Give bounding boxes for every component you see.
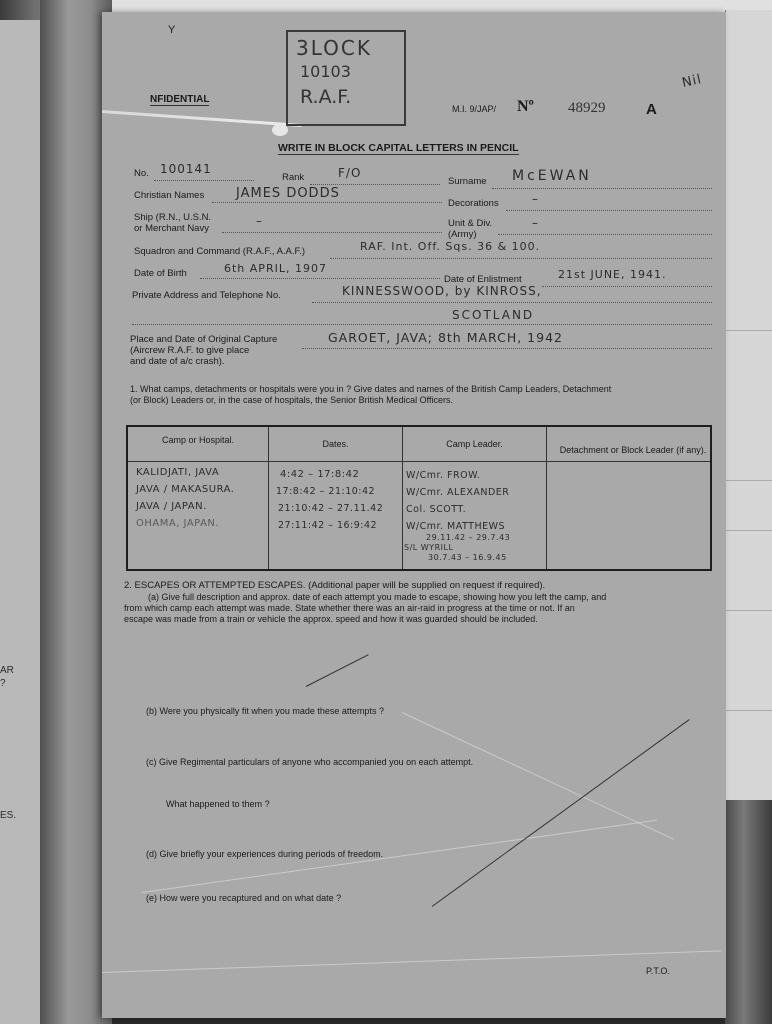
christian-names-label: Christian Names <box>134 190 205 201</box>
unit-label-2: (Army) <box>448 229 477 240</box>
form-suffix: A <box>646 101 657 118</box>
row-3-dates: 21:10:42 – 27.11.42 <box>278 503 384 514</box>
q1-text-line-1: 1. What camps, detachments or hospitals were you in ? Give dates and names of the British Camp Leaders, Detachment <box>130 384 612 394</box>
capture-value: GAROET, JAVA; 8th MARCH, 1942 <box>328 330 563 345</box>
form-number: 48929 <box>568 100 606 116</box>
ship-label-2: or Merchant Navy <box>134 223 209 234</box>
leader-extra-dates-2: 30.7.43 – 16.9.45 <box>428 553 507 562</box>
row-1-leader: W/Cmr. FROW. <box>406 470 481 481</box>
capture-label-2: (Aircrew R.A.F. to give place <box>130 345 250 356</box>
ship-value: – <box>256 214 263 228</box>
camps-table <box>126 425 712 571</box>
capture-label-1: Place and Date of Original Capture <box>130 334 278 345</box>
col-header-detachment: Detachment or Block Leader (if any). <box>559 445 707 455</box>
row-4-dates: 27:11:42 – 16:9:42 <box>278 520 378 531</box>
no-label: No. <box>134 168 149 179</box>
q2-title: 2. ESCAPES OR ATTEMPTED ESCAPES. (Additional paper will be supplied on request if required). <box>124 580 546 591</box>
confidential-label: NFIDENTIAL <box>150 94 210 105</box>
q2c-followup: What happened to them ? <box>166 799 270 809</box>
no-value: 100141 <box>160 162 212 176</box>
dob-value: 6th APRIL, 1907 <box>224 262 327 275</box>
unit-value: – <box>532 216 539 230</box>
q2a-line-3: escape was made from a train or vehicle the approx. speed and how it was guarded should be included. <box>124 614 538 624</box>
unit-label-1: Unit & Div. <box>448 218 493 229</box>
q2d: (d) Give briefly your experiences during periods of freedom. <box>146 849 384 859</box>
row-3-leader: Col. SCOTT. <box>406 504 467 515</box>
leader-extra-dates-1: 29.11.42 – 29.7.43 <box>426 533 511 542</box>
col-header-dates: Dates. <box>322 439 349 449</box>
row-3-camp: JAVA / JAPAN. <box>136 501 207 512</box>
stamp-line-1: 3LOCK <box>296 36 372 60</box>
q2e: (e) How were you recaptured and on what date ? <box>146 893 342 903</box>
right-backdrop <box>725 800 772 1024</box>
rank-label: Rank <box>282 172 305 183</box>
pto-label: P.T.O. <box>646 966 670 976</box>
right-page-edge <box>725 10 772 800</box>
row-1-dates: 4:42 – 17:8:42 <box>280 469 360 480</box>
stamp-line-3: R.A.F. <box>300 86 352 108</box>
q2c: (c) Give Regimental particulars of anyone who accompanied you on each attempt. <box>146 757 474 767</box>
leader-extra-name: S/L WYRILL <box>404 543 454 552</box>
col-header-leader: Camp Leader. <box>446 439 503 449</box>
decorations-label: Decorations <box>448 198 499 209</box>
nil-annotation: Nil <box>680 72 704 91</box>
instruction-heading: WRITE IN BLOCK CAPITAL LETTERS IN PENCIL <box>278 142 519 154</box>
stamp-line-2: 10103 <box>300 62 351 81</box>
row-1-camp: KALIDJATI, JAVA <box>136 467 220 478</box>
address-label: Private Address and Telephone No. <box>132 290 281 301</box>
tie-string <box>102 110 302 127</box>
row-4-leader: W/Cmr. MATTHEWS <box>406 521 506 532</box>
ship-label-1: Ship (R.N., U.S.N. <box>134 212 212 223</box>
ref-code: M.I. 9/JAP/ <box>452 104 497 114</box>
cross-out-line <box>432 719 690 907</box>
interrogation-form <box>102 12 726 1018</box>
col-header-camp: Camp or Hospital. <box>161 435 235 445</box>
dob-label: Date of Birth <box>134 268 187 279</box>
address-value-2: SCOTLAND <box>452 308 535 322</box>
squadron-label: Squadron and Command (R.A.F., A.A.F.) <box>134 246 306 257</box>
left-edge-fragment: ES. <box>0 810 17 821</box>
address-value-1: KINNESSWOOD, by KINROSS, <box>342 284 542 298</box>
surname-value: McEWAN <box>512 168 592 184</box>
decorations-value: – <box>532 192 539 206</box>
enlistment-value: 21st JUNE, 1941. <box>558 268 667 281</box>
capture-label-3: and date of a/c crash). <box>130 356 225 367</box>
block-stamp <box>286 30 406 126</box>
q1-text-line-2: (or Block) Leaders or, in the case of hospitals, the Senior British Medical Officers. <box>130 395 453 405</box>
row-4-camp: OHAMA, JAPAN. <box>136 518 220 529</box>
q2a-line-2: from which camp each attempt was made. State whether there was an air-raid in progress at the time or not. If an <box>124 603 575 613</box>
corner-mark: Y <box>168 24 176 36</box>
christian-names-value: JAMES DODDS <box>236 186 340 201</box>
surname-label: Surname <box>448 176 487 187</box>
number-label: Nº <box>517 98 534 115</box>
row-2-leader: W/Cmr. ALEXANDER <box>406 487 510 498</box>
rank-value: F/O <box>338 166 362 180</box>
left-edge-fragment: ? <box>0 678 6 689</box>
q2b: (b) Were you physically fit when you made these attempts ? <box>146 706 384 716</box>
left-page-edge <box>0 20 41 1024</box>
squadron-value: RAF. Int. Off. Sqs. 36 & 100. <box>360 240 541 253</box>
row-2-dates: 17:8:42 – 21:10:42 <box>276 486 376 497</box>
left-edge-fragment: AR <box>0 665 14 676</box>
strike-mark <box>306 654 369 687</box>
row-2-camp: JAVA / MAKASURA. <box>136 484 235 495</box>
q2a-line-1: (a) Give full description and approx. date of each attempt you made to escape, showing how you left the camp, and <box>148 592 607 602</box>
enlistment-label: Date of Enlistment <box>444 274 522 285</box>
